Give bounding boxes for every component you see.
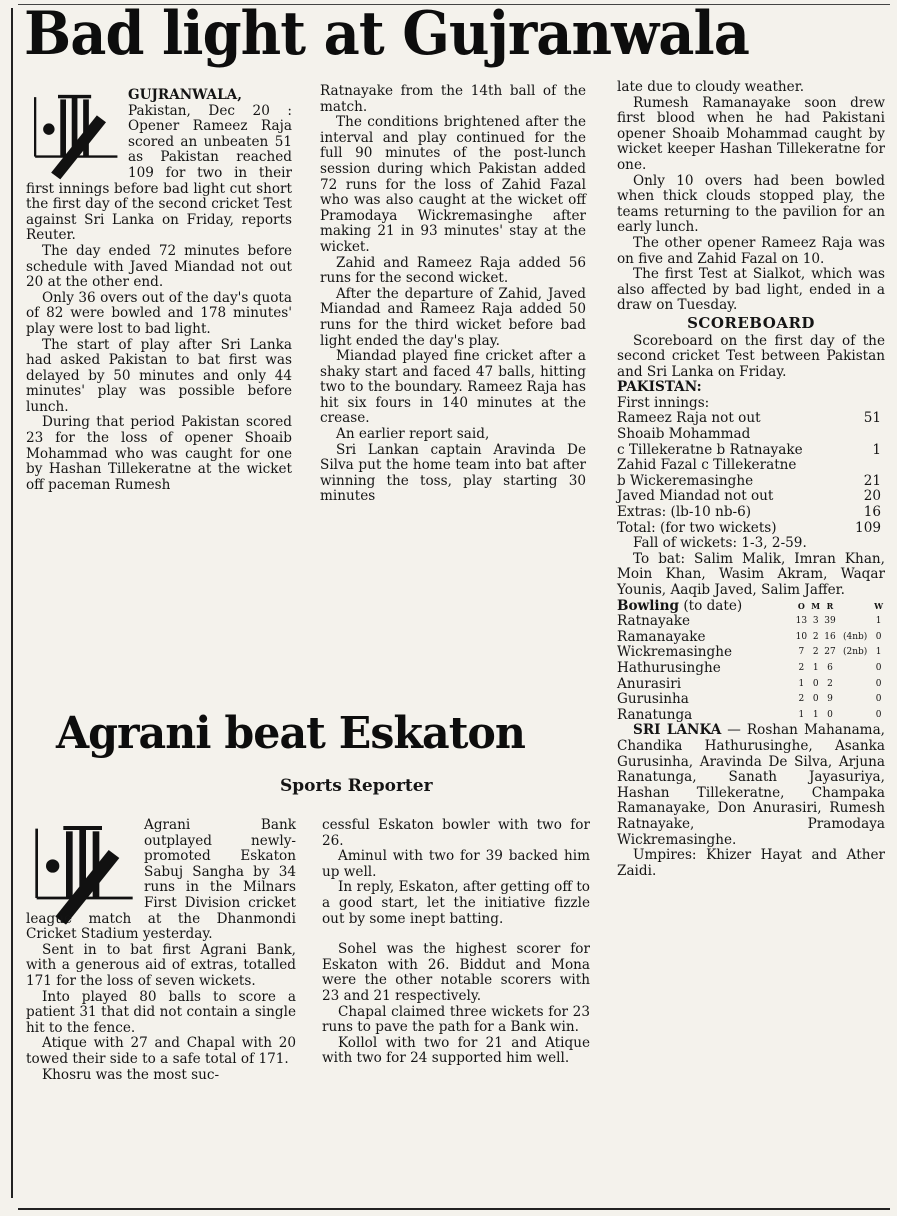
article2-para: Agrani Bank outplayed newly-promoted Eskaton Sabuj Sangha by 34 runs in the Milnars First Division cricket league match at the Dhanmondi Cricket Stadium yesterday.: [26, 817, 296, 943]
bowling-w: 0: [875, 631, 882, 642]
article2-para: Kollol with two for 21 and Atique with two for 24 supported him well.: [322, 1034, 590, 1067]
article1-para: The start of play after Sri Lanka had asked Pakistan to bat first was delayed by 50 minutes and only 44 minutes' play was possible before lunch.: [26, 336, 292, 415]
to-bat: To bat: Salim Malik, Imran Khan, Moin Khan, Wasim Akram, Waqar Younis, Aaqib Javed, Salim Jaffer.: [617, 550, 885, 598]
batting-runs: 109: [855, 519, 881, 536]
batting-name: Total: (for two wickets): [617, 519, 777, 536]
cricket-wickets-icon: [26, 88, 122, 184]
article1-para: Only 10 overs had been bowled when thick clouds stopped play, the teams returning to the pavilion for an early lunch.: [617, 172, 885, 236]
team2-label: SRI LANKA: [633, 722, 722, 739]
bowling-name: Anurasiri: [617, 675, 682, 692]
bowling-row: [617, 645, 885, 661]
bowling-row: [617, 677, 885, 693]
bowling-x: [838, 708, 872, 724]
article1-para: Zahid and Rameez Raja added 56 runs for the second wicket.: [320, 254, 586, 287]
article2-para: cessful Eskaton bowler with two for 26.: [322, 817, 590, 849]
bowling-r: 27: [824, 647, 836, 658]
bowling-name: Hathurusinghe: [617, 659, 721, 676]
byline: Sports Reporter: [280, 776, 433, 796]
batting-runs: 20: [863, 488, 881, 505]
article1-para: The other opener Rameez Raja was on five and Zahid Fazal on 10.: [617, 234, 885, 267]
bowling-row: [617, 630, 885, 646]
bowling-m: 2: [812, 647, 819, 658]
bowling-r: 2: [827, 678, 833, 689]
bowling-o: 2: [798, 694, 805, 705]
article1-column-1: [26, 88, 292, 493]
bowling-o: 1: [798, 709, 805, 720]
bowling-m: 0: [812, 694, 819, 705]
article1-para: Only 36 overs out of the day's quota of 82 were bowled and 178 minutes' play were lost to bad light.: [26, 289, 292, 337]
bowling-o: 1: [798, 678, 805, 689]
bowling-m: 2: [812, 631, 819, 642]
bowling-m: 3: [812, 616, 819, 627]
bowling-name: Ranatunga: [617, 706, 693, 723]
article1-para: After the departure of Zahid, Javed Miandad and Rameez Raja added 50 runs for the third wicket before bad light ended the day's play.: [320, 285, 586, 349]
col-o: O: [797, 600, 805, 611]
batting-list: [617, 411, 885, 536]
article1-para: Pakistan, Dec 20 : Opener Rameez Raja scored an unbeaten 51 as Pakistan reached 109 for two in their first innings before bad light cut short the first day of the second cricket Test against Sri Lanka on Friday, reports Reuter.: [26, 102, 292, 244]
bowling-m: 1: [812, 709, 819, 720]
bowling-w: 0: [875, 678, 882, 689]
article2-para: Khosru was the most suc-: [42, 1066, 220, 1083]
bowling-m: 1: [812, 662, 819, 673]
bowling-note: (to date): [683, 597, 743, 614]
bowling-w: 1: [875, 616, 882, 627]
bowling-x: [838, 677, 872, 693]
bowling-name: Ramanayake: [617, 628, 706, 645]
article2-column-1: [26, 818, 296, 1083]
scoreboard-heading: SCOREBOARD: [687, 313, 815, 332]
batting-row: [617, 505, 885, 521]
article1-column-3: [617, 80, 885, 879]
article1-para: Sri Lankan captain Aravinda De Silva put the home team into bat after winning the toss, play starting 30 minutes: [320, 441, 586, 505]
batting-name: Extras: (lb-10 nb-6): [617, 504, 752, 521]
article1-para: An earlier report said,: [336, 426, 490, 443]
article1-para: Miandad played fine cricket after a shaky start and faced 47 balls, hitting two to the boundary. Rameez Raja has hit six fours in 140 minutes at the crease.: [320, 348, 586, 427]
headline-agrani: Agrani beat Eskaton: [56, 708, 525, 759]
bowling-x: [838, 614, 872, 630]
batting-runs: 21: [863, 472, 881, 489]
scoreboard-intro: Scoreboard on the first day of the second cricket Test between Pakistan and Sri Lanka on Friday.: [617, 332, 885, 380]
bowling-name: Wickremasinghe: [617, 644, 733, 661]
team1-label: PAKISTAN:: [617, 379, 702, 396]
batting-name: c Tillekeratne b Ratnayake: [617, 441, 803, 458]
bowling-w: 0: [875, 709, 882, 720]
batting-runs: 1: [872, 441, 881, 458]
cricket-logo: [26, 818, 138, 908]
bowling-w: 1: [875, 647, 882, 658]
batting-row: [617, 521, 885, 537]
bowling-header-row: [617, 599, 885, 615]
batting-row: [617, 458, 885, 474]
bowling-x: [838, 692, 872, 708]
bowling-r: 39: [824, 616, 836, 627]
bowling-o: 2: [798, 662, 805, 673]
bowling-o: 10: [795, 631, 808, 642]
bowling-o: 13: [795, 616, 808, 627]
article2-para: Chapal claimed three wickets for 23 runs to pave the path for a Bank win.: [322, 1003, 590, 1036]
batting-name: Javed Miandad not out: [617, 488, 774, 505]
batting-runs: 51: [863, 410, 881, 427]
bowling-row: [617, 661, 885, 677]
article2-para: Atique with 27 and Chapal with 20 towed their side to a safe total of 171.: [26, 1035, 296, 1067]
bowling-name: Gurusinha: [617, 691, 689, 708]
batting-row: [617, 474, 885, 490]
article2-para: Sohel was the highest scorer for Eskaton with 26. Biddut and Mona were the other notable scorers with 23 and 21 respectively.: [322, 941, 590, 1004]
bowling-w: 0: [875, 694, 882, 705]
batting-row: [617, 427, 885, 443]
bowling-name: Ratnayake: [617, 613, 691, 630]
bowling-r: 9: [827, 694, 833, 705]
article2-column-2: [322, 818, 590, 1067]
article1-para: During that period Pakistan scored 23 for the loss of opener Shoaib Mohammad who was caught for one by Hashan Tillekeratne at the wicket off paceman Rumesh: [26, 414, 292, 493]
article2-para: In reply, Eskaton, after getting off to a good start, let the initiative fizzle out by some inept batting.: [322, 879, 590, 927]
bowling-label: Bowling: [617, 597, 679, 614]
bowling-x: [838, 661, 872, 677]
cricket-logo: [26, 88, 122, 174]
batting-row: [617, 443, 885, 459]
umpires: Umpires: Khizer Hayat and Ather Zaidi.: [617, 847, 885, 879]
bowling-row: [617, 692, 885, 708]
article1-para: The conditions brightened after the interval and play continued for the full 90 minutes of the post-lunch session during which Pakistan added 72 runs for the loss of Zahid Fazal who was also caught at the wicket off Pramodaya Wickremasinghe after making 21 in 93 minutes' stay at the wicket.: [320, 114, 586, 255]
bowling-r: 0: [827, 709, 833, 720]
headline-bad-light: Bad light at Gujranwala: [24, 0, 749, 69]
batting-runs: 16: [863, 504, 881, 521]
batting-runs: [881, 458, 885, 474]
bowling-w: 0: [875, 662, 882, 673]
team2-lineup: [617, 723, 885, 848]
article1-para: The first Test at Sialkot, which was also affected by bad light, ended in a draw on Tuesday.: [617, 266, 885, 314]
bowling-o: 7: [798, 647, 805, 658]
article2-para: Into played 80 balls to score a patient 31 that did not contain a single hit to the fence.: [26, 988, 296, 1036]
batting-name: Rameez Raja not out: [617, 410, 761, 427]
article1-para: Rumesh Ramanayake soon drew first blood when he had Pakistani opener Shoaib Mohammad caught by wicket keeper Hashan Tillekeratne for one.: [617, 94, 885, 173]
batting-runs: [881, 427, 885, 443]
article1-para: late due to cloudy weather.: [617, 79, 805, 95]
bowling-row: [617, 708, 885, 724]
col-m: M: [811, 600, 821, 611]
innings-label: First innings:: [617, 394, 710, 411]
column-rule-left: [11, 8, 13, 1198]
bottom-rule: [18, 1208, 890, 1210]
batting-name: Shoaib Mohammad: [617, 426, 751, 443]
col-r: R: [826, 600, 834, 611]
team2-players: — Roshan Mahanama, Chandika Hathurusinghe, Asanka Gurusinha, Aravinda De Silva, Arjuna Ranatunga, Sanath Jayasuriya, Hashan Tillekeratne, Champaka Ramanayake, Don Anurasiri, Rumesh Ratnayake, Pramodaya Wickremasinghe.: [617, 722, 885, 848]
bowling-table: [617, 599, 885, 724]
batting-name: Zahid Fazal c Tillekeratne: [617, 457, 797, 474]
batting-name: b Wickeremasinghe: [617, 472, 754, 489]
article2-para: Aminul with two for 39 backed him up well.: [322, 848, 590, 880]
fall-of-wickets: Fall of wickets: 1-3, 2-59.: [633, 535, 807, 552]
bowling-x: (4nb): [843, 631, 868, 642]
article1-para: The day ended 72 minutes before schedule with Javed Miandad not out 20 at the other end.: [26, 242, 292, 291]
article2-para: Sent in to bat first Agrani Bank, with a generous aid of extras, totalled 171 for the loss of seven wickets.: [26, 941, 296, 989]
dateline: GUJRANWALA,: [128, 87, 242, 103]
bowling-r: 16: [824, 631, 836, 642]
batting-row: [617, 411, 885, 427]
bowling-x: (2nb): [843, 647, 868, 658]
article1-column-2: [320, 84, 586, 505]
bowling-row: [617, 614, 885, 630]
bowling-m: 0: [812, 678, 819, 689]
article1-para: Ratnayake from the 14th ball of the match.: [320, 83, 586, 115]
bowling-r: 6: [827, 662, 833, 673]
batting-row: [617, 489, 885, 505]
col-w: W: [874, 600, 884, 611]
